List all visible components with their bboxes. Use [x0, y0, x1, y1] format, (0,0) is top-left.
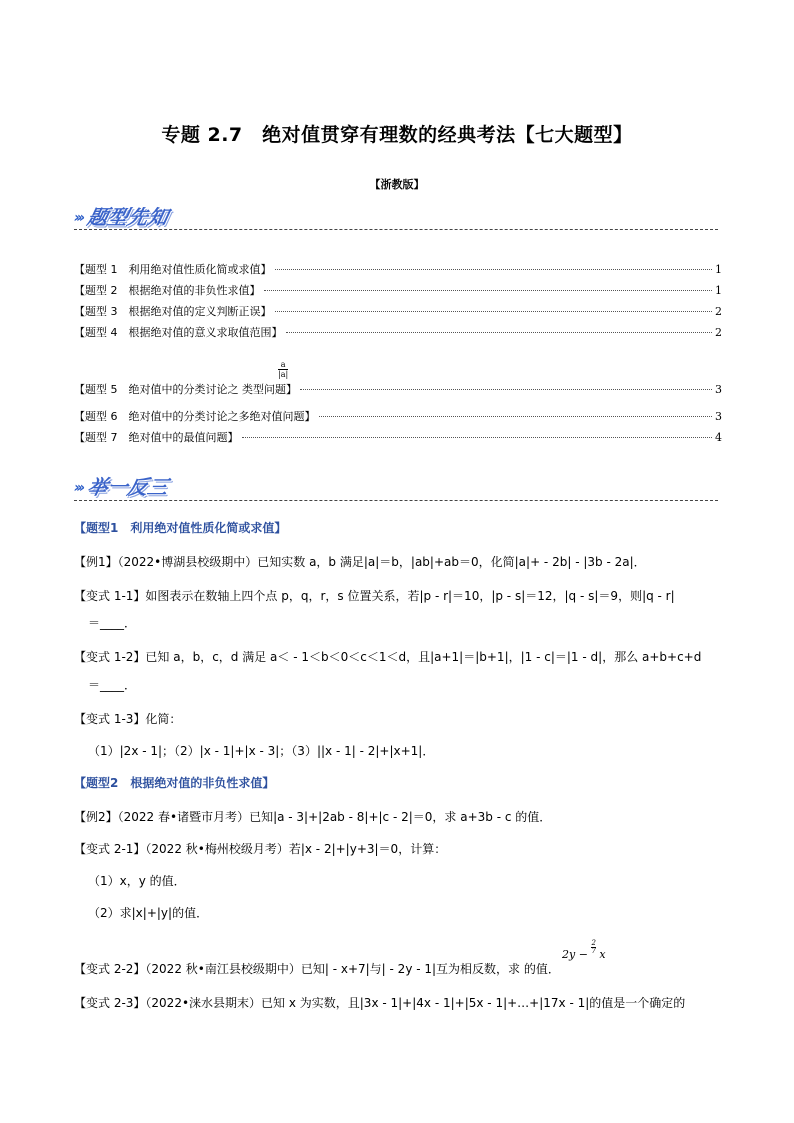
fraction-denominator: |a| — [278, 370, 289, 379]
toc-label: 【题型 5 绝对值中的分类讨论之 类型问题】 — [74, 383, 297, 396]
variant-1-1-blank: ＝____． — [88, 616, 137, 630]
toc-label: 【题型 1 利用绝对值性质化简或求值】 — [74, 263, 272, 276]
divider — [74, 229, 718, 230]
fraction-expression — [562, 940, 606, 961]
toc-page: 1 — [715, 263, 722, 276]
divider — [74, 500, 718, 501]
variant-1-2: 【变式 1-2】已知 a，b，c，d 满足 a＜ - 1＜b＜0＜c＜1＜d，且|a+1|＝|b+1|，|1 - c|＝|1 - d|，那么 a+b+c+d — [74, 650, 702, 664]
toc-row[interactable] — [74, 429, 722, 445]
formula-lead: 2y − — [562, 948, 588, 961]
variant-1-1: 【变式 1-1】如图表示在数轴上四个点 p，q，r，s 位置关系，若|p - r|＝10，|p - s|＝12，|q - s|＝9，则|q - r| — [74, 589, 675, 603]
toc-page: 2 — [715, 305, 722, 318]
toc-page: 2 — [715, 326, 722, 339]
example-1: 【例1】（2022•博湖县校级期中）已知实数 a，b 满足|a|＝b，|ab|+ab＝0，化简|a|+ - 2b| - |3b - 2a|． — [74, 555, 646, 569]
banner-question-types — [74, 200, 171, 230]
formula-fraction — [591, 940, 595, 955]
edition-label: 【浙教版】 — [369, 178, 425, 191]
formula-tail: x — [599, 948, 606, 961]
toc-leader — [275, 311, 713, 312]
toc-label: 【题型 3 根据绝对值的定义判断正误】 — [74, 305, 272, 318]
fraction-numerator: a — [280, 360, 286, 369]
toc-fraction — [278, 360, 288, 379]
section-heading: 【题型1 利用绝对值性质化简或求值】 — [74, 521, 287, 535]
variant-2-1-part2: （2）求|x|+|y|的值． — [88, 906, 209, 920]
banner-title: 举一反三 — [85, 475, 171, 499]
toc-leader — [275, 269, 713, 270]
variant-1-3-items: （1）|2x - 1|；（2）|x - 1|+|x - 3|；（3）||x - 1| - 2|+|x+1|． — [88, 744, 435, 758]
banner-examples — [74, 470, 171, 500]
toc-leader — [319, 416, 713, 417]
toc-leader — [242, 437, 713, 438]
page-title: 专题 2.7 绝对值贯穿有理数的经典考法【七大题型】 — [161, 124, 633, 146]
section-heading: 【题型2 根据绝对值的非负性求值】 — [74, 776, 275, 790]
variant-2-1: 【变式 2-1】（2022 秋•梅州校级月考）若|x - 2|+|y+3|＝0，计算： — [74, 842, 447, 856]
toc-row[interactable] — [74, 303, 722, 319]
toc-label: 【题型 7 绝对值中的最值问题】 — [74, 431, 239, 444]
toc-leader — [264, 290, 713, 291]
banner-title: 题型先知 — [85, 205, 171, 229]
toc-leader — [300, 389, 712, 390]
toc-page: 1 — [715, 284, 722, 297]
formula-denominator: 7 — [591, 947, 596, 955]
toc-row[interactable] — [74, 261, 722, 277]
toc-leader — [286, 332, 713, 333]
toc-row[interactable] — [74, 381, 722, 397]
formula-numerator: 2 — [591, 939, 596, 947]
variant-1-2-blank: ＝____． — [88, 678, 137, 692]
example-2: 【例2】（2022 春•诸暨市月考）已知|a - 3|+|2ab - 8|+|c - 2|＝0，求 a+3b - c 的值． — [74, 810, 552, 824]
variant-2-3: 【变式 2-3】（2022•涞水县期末）已知 x 为实数，且|3x - 1|+|4x - 1|+|5x - 1|+…+|17x - 1|的值是一个确定的 — [74, 996, 686, 1010]
variant-2-1-part1: （1）x，y 的值． — [88, 874, 186, 888]
banner-arrows-icon: ››› — [74, 480, 83, 496]
toc-label: 【题型 6 绝对值中的分类讨论之多绝对值问题】 — [74, 410, 316, 423]
banner-arrows-icon: ››› — [74, 210, 83, 226]
toc-row[interactable] — [74, 408, 722, 424]
variant-1-3: 【变式 1-3】化简： — [74, 712, 182, 726]
toc-label: 【题型 2 根据绝对值的非负性求值】 — [74, 284, 261, 297]
variant-2-2: 【变式 2-2】（2022 秋•南江县校级期中）已知| - x+7|与| - 2y - 1|互为相反数，求 的值． — [74, 962, 560, 976]
toc-page: 4 — [715, 431, 722, 444]
toc-page: 3 — [715, 410, 722, 423]
toc-page: 3 — [715, 383, 722, 396]
toc-label: 【题型 4 根据绝对值的意义求取值范围】 — [74, 326, 283, 339]
toc-row[interactable] — [74, 282, 722, 298]
toc-row[interactable] — [74, 324, 722, 340]
